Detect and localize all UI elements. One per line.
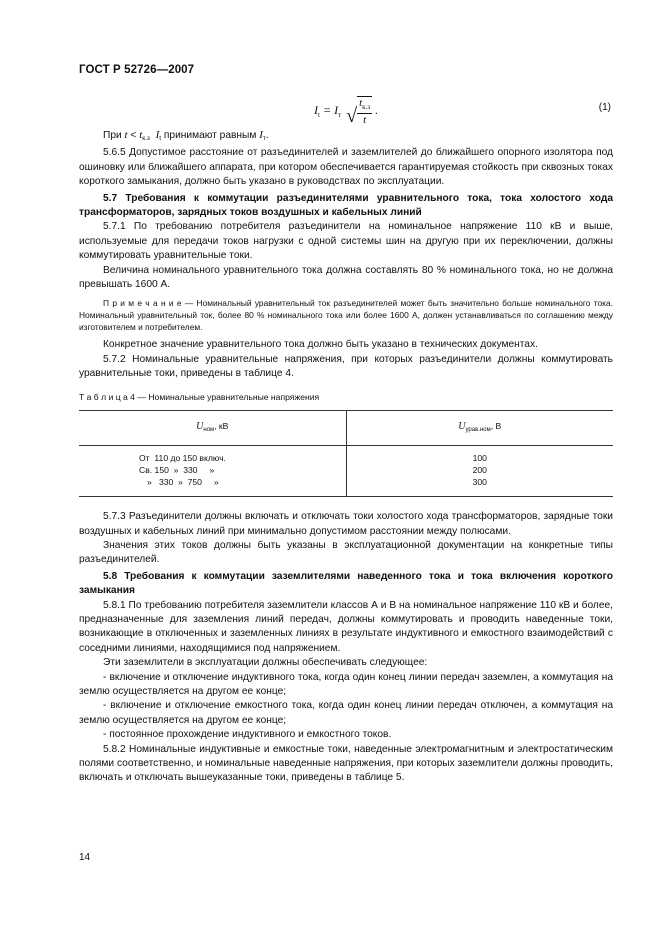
radical-sign-icon: √	[346, 104, 358, 127]
note-label: П р и м е ч а н и е	[103, 298, 182, 309]
paragraph-5-7-2: 5.7.2 Номинальные уравнительные напряжения, при которых разъединители должны коммутировать уравнительные токи, приведены в таблице 4.	[79, 353, 613, 380]
table-header-voltage-equalizing: $U_{урав.ном}$, В	[346, 411, 613, 446]
paragraph-5-7-3: 5.7.3 Разъединители должны включать и отключать токи холостого хода трансформаторов, зарядные токи воздушных и кабельных линий при минимально допустимом расстоянии между полюсами.	[79, 511, 613, 537]
formula-expression	[314, 96, 378, 126]
paragraph-condition: При t < tк.з It принимают равным Iт.	[103, 129, 269, 142]
paragraph-concrete: Конкретное значение уравнительного тока должно быть указано в технических документах.	[103, 339, 538, 351]
document-body	[79, 128, 613, 786]
paragraph-these: Эти заземлители в эксплуатации должны обеспечивать следующее:	[103, 657, 428, 669]
paragraph-5-6-5: 5.6.5 Допустимое расстояние от разъединителей и заземлителей до ближайшего опорного изолятора под ошиновку или ближайшего аппарата, при котором обеспечивается гарантируемая стойкость при сквозных токах короткого замыкания, должно быть указано в руководствах по эксплуатации.	[79, 147, 613, 188]
formula-numerator: $t_{к.з}$	[357, 97, 372, 114]
page-number: 14	[79, 852, 91, 863]
list-item: - постоянное прохождение индуктивного и емкостного токов.	[103, 729, 392, 741]
formula-1	[79, 92, 611, 126]
section-heading-5-8: 5.8 Требования к коммутации заземлителями наведенного тока и тока включения короткого замыкания	[79, 570, 613, 597]
table-cell-ranges: От 110 до 150 включ. Св. 150 » 330 » » 330 » 750 »	[79, 446, 346, 497]
standard-header: ГОСТ Р 52726—2007	[79, 64, 195, 76]
formula-eq: =	[322, 102, 332, 117]
formula-lhs: I	[314, 102, 318, 117]
formula-denominator: t	[363, 114, 367, 126]
list-item: - включение и отключение емкостного тока, когда один конец линии передач отключен, а коммутация на землю осуществляется на другом ее конце;	[79, 700, 613, 726]
table-row	[79, 446, 613, 497]
formula-rhs: I	[334, 102, 339, 117]
square-root	[346, 96, 372, 126]
paragraph-5-8-1: 5.8.1 По требованию потребителя заземлители классов А и В на номинальное напряжение 110 кВ и более, предназначенные для заземления линий передач, должны коммутировать и проводить наведенные токи, возникающие в отключенных и заземленных линиях в результате индуктивного и емкостного взаимодействий с соседними линиями, находящимися под напряжением.	[79, 599, 613, 654]
formula-tail: .	[375, 102, 379, 117]
table-header-voltage-nominal: $U_{ном}$, кВ	[79, 411, 346, 446]
equation-number: (1)	[598, 102, 611, 113]
paragraph-5-7-1: 5.7.1 По требованию потребителя разъединители на номинальное напряжение 110 кВ и выше, используемые для передачи токов нагрузки с одной системы шин на другую при их переключении, должны коммутировать уравнительные токи.	[79, 221, 613, 262]
table-cell-values: 100 200 300	[346, 446, 613, 497]
note	[79, 297, 613, 333]
table-4	[79, 410, 613, 497]
paragraph-5-8-2: 5.8.2 Номинальные индуктивные и емкостные токи, наведенные электромагнитным и электростатическим полями соответственно, и номинальные наведенные напряжения, при которых заземлители должны проводить, включать и отключать вышеуказанные токи, приведены в таблице 5.	[79, 743, 613, 784]
formula-rhs-sub: т	[338, 110, 342, 119]
paragraph-value: Величина номинального уравнительного тока должна составлять 80 % номинального тока, но не должна превышать 1600 А.	[79, 264, 613, 291]
note-text: — Номинальный уравнительный ток разъединителей может быть значительно больше номинального тока. Номинальный уравнительный ток, более 80 % номинального тока или более 1600 А, должен устанавливаться по соглашению между изготовителем и потребителем.	[79, 298, 613, 333]
formula-lhs-sub: t	[318, 110, 320, 119]
formula-fraction	[357, 96, 372, 126]
table-4-caption: Т а б л и ц а 4 — Номинальные уравнительные напряжения	[79, 391, 320, 402]
paragraph-values: Значения этих токов должны быть указаны в эксплуатационной документации на конкретные типы разъединителей.	[79, 539, 613, 566]
list-item: - включение и отключение индуктивного тока, когда один конец линии передач заземлен, а коммутация на землю осуществляется на другом ее конце;	[79, 671, 613, 697]
section-heading-5-7: 5.7 Требования к коммутации разъединителями уравнительного тока, тока холостого хода трансформаторов, зарядных токов воздушных и кабельных линий	[79, 192, 613, 219]
